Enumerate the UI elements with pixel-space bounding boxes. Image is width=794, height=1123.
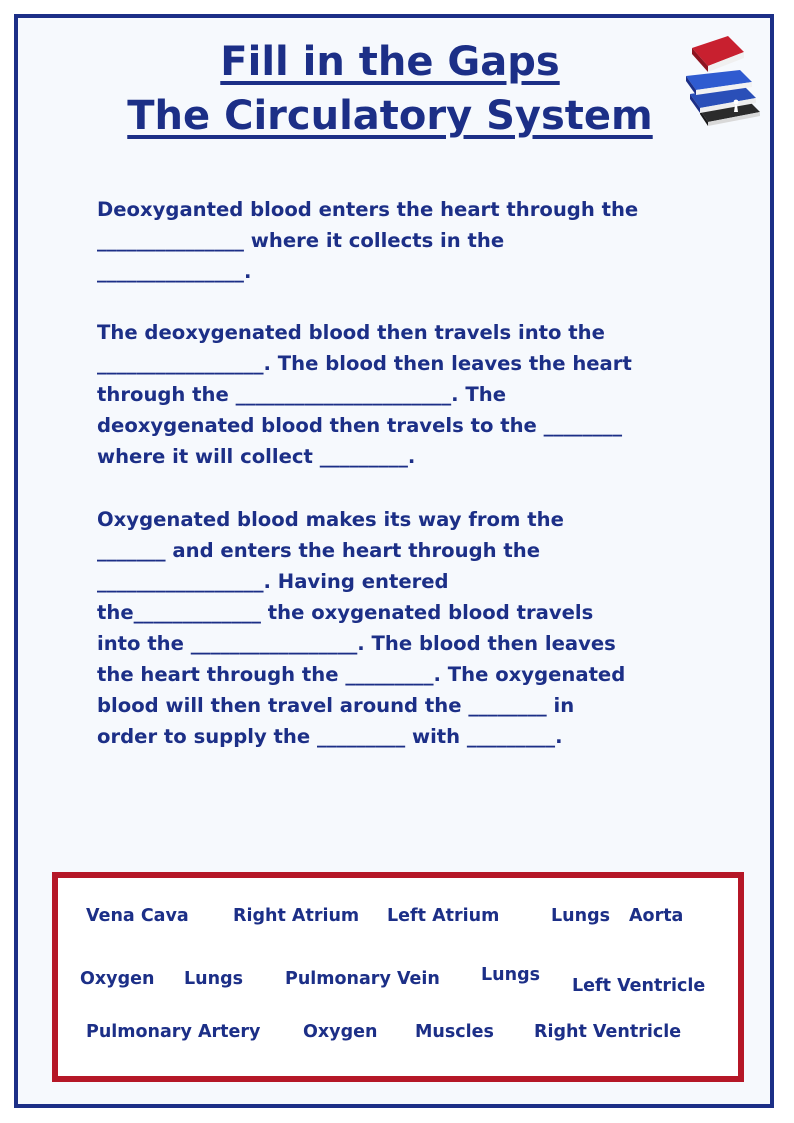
passage-line: through the ______________________. The: [97, 383, 507, 406]
passage-line: order to supply the _________ with _________.: [97, 725, 563, 748]
word-bank-item: Lungs: [551, 906, 611, 926]
passage-line: the_____________ the oxygenated blood travels: [97, 601, 594, 624]
title-line-1: Fill in the Gaps: [220, 39, 560, 85]
passage-line: _______________.: [97, 260, 252, 283]
passage-line: Oxygenated blood makes its way from the: [97, 508, 564, 531]
word-bank-item: Left Atrium: [387, 906, 500, 926]
word-bank-item: Muscles: [415, 1022, 494, 1042]
word-bank-item: Right Ventricle: [534, 1022, 682, 1042]
passage-line: _______ and enters the heart through the: [97, 539, 540, 562]
word-bank-item: Left Ventricle: [572, 976, 706, 996]
word-bank-item: Right Atrium: [233, 906, 360, 926]
passage-line: the heart through the _________. The oxygenated: [97, 663, 626, 686]
passage-line: Deoxyganted blood enters the heart through the: [97, 198, 639, 221]
passage-1: [97, 194, 707, 287]
passage-line: blood will then travel around the ________ in: [97, 694, 575, 717]
passage-3: [97, 504, 707, 752]
stack-of-books-icon: [678, 32, 766, 128]
word-bank: [52, 872, 744, 1082]
word-bank-item: Pulmonary Vein: [285, 969, 440, 989]
passage-line: into the _________________. The blood then leaves: [97, 632, 616, 655]
word-bank-item: Lungs: [481, 965, 541, 985]
title-line-2: The Circulatory System: [127, 93, 653, 139]
word-bank-item: Oxygen: [303, 1022, 378, 1042]
passage-line: deoxygenated blood then travels to the ________: [97, 414, 623, 437]
passage-line: _________________. Having entered: [97, 570, 449, 593]
page-title: [0, 36, 780, 142]
word-bank-item: Vena Cava: [86, 906, 189, 926]
passage-2: [97, 317, 707, 472]
word-bank-item: Aorta: [629, 906, 684, 926]
passage-line: _________________. The blood then leaves the heart: [97, 352, 632, 375]
passage-line: _______________ where it collects in the: [97, 229, 505, 252]
word-bank-item: Pulmonary Artery: [86, 1022, 261, 1042]
word-bank-item: Lungs: [184, 969, 244, 989]
passage-line: where it will collect _________.: [97, 445, 416, 468]
word-bank-item: Oxygen: [80, 969, 155, 989]
passage-line: The deoxygenated blood then travels into the: [97, 321, 605, 344]
